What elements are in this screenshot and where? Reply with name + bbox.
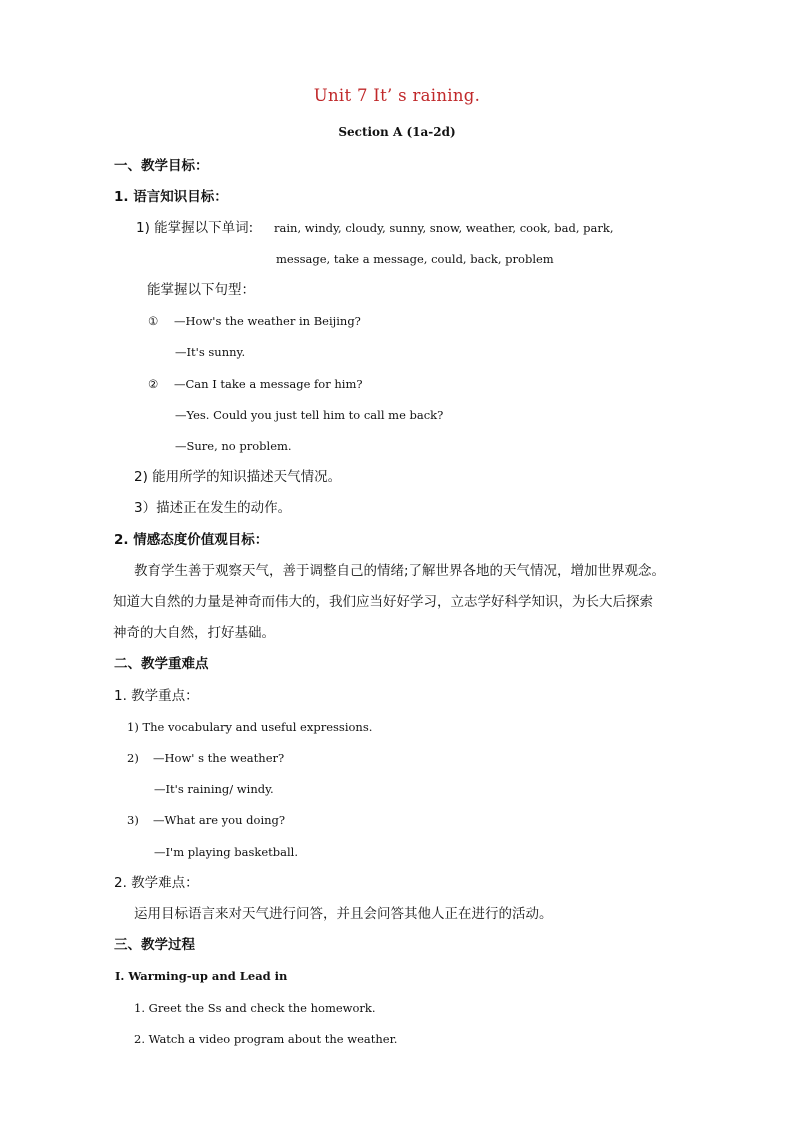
- key-point-2-number: 2): [127, 751, 139, 765]
- key-point-1: 1) The vocabulary and useful expressions.: [127, 720, 373, 734]
- objective-item-3: 3）描述正在发生的动作。: [134, 500, 292, 516]
- sentence-2-answer-1: —Yes. Could you just tell him to call me back?: [175, 408, 444, 422]
- heading-teaching-objectives: 一、教学目标：: [114, 158, 209, 174]
- key-point-2-question: [127, 750, 284, 766]
- document-title: Unit 7 It’ s raining.: [313, 86, 481, 105]
- heading-emotional-values: 2. 情感态度价值观目标：: [114, 532, 269, 548]
- heading-teaching-process: 三、教学过程: [114, 937, 195, 953]
- paragraph-line-3: 神奇的大自然，打好基础。: [113, 625, 275, 641]
- difficult-points-label: 2. 教学难点：: [114, 875, 199, 891]
- paragraph-line-2: 知道大自然的力量是神奇而伟大的，我们应当好好学习，立志学好科学知识，为长大后探索: [113, 594, 653, 610]
- sentence-1-question: [148, 313, 361, 329]
- key-point-2-answer: —It's raining/ windy.: [154, 782, 274, 796]
- sentence-label: 能掌握以下句型：: [147, 282, 255, 298]
- key-points-label: 1. 教学重点：: [114, 688, 199, 704]
- sentence-2-number: ②: [148, 377, 159, 391]
- vocab-label: 1) 能掌握以下单词:: [136, 220, 254, 236]
- sentence-1-question-text: —How's the weather in Beijing?: [174, 314, 361, 328]
- heading-language-knowledge: 1. 语言知识目标：: [114, 189, 228, 205]
- sentence-2-question: [148, 376, 363, 392]
- key-point-2-question-text: —How' s the weather?: [153, 751, 285, 765]
- objective-item-2: 2) 能用所学的知识描述天气情况。: [134, 469, 342, 485]
- stage-1-step-1: 1. Greet the Ss and check the homework.: [134, 1001, 376, 1015]
- stage-1-step-2: 2. Watch a video program about the weather.: [134, 1032, 398, 1046]
- vocab-line-1: rain, windy, cloudy, sunny, snow, weather, cook, bad, park,: [274, 221, 614, 235]
- heading-key-difficult-points: 二、教学重难点: [114, 656, 209, 672]
- key-point-3-number: 3): [127, 813, 139, 827]
- key-point-3-answer: —I'm playing basketball.: [154, 845, 299, 859]
- paragraph-line-1: 教育学生善于观察天气，善于调整自己的情绪;了解世界各地的天气情况，增加世界观念。: [134, 563, 666, 579]
- section-subtitle: Section A (1a-2d): [338, 125, 456, 139]
- key-point-3-question-text: —What are you doing?: [153, 813, 286, 827]
- sentence-1-answer: —It's sunny.: [175, 345, 246, 359]
- sentence-1-number: ①: [148, 314, 159, 328]
- difficult-points-text: 运用目标语言来对天气进行问答，并且会问答其他人正在进行的活动。: [134, 906, 553, 922]
- sentence-2-answer-2: —Sure, no problem.: [175, 439, 292, 453]
- vocab-line-2: message, take a message, could, back, problem: [276, 252, 554, 266]
- key-point-3-question: [127, 812, 285, 828]
- stage-1-title: Ⅰ. Warming-up and Lead in: [115, 969, 288, 983]
- sentence-2-question-text: —Can I take a message for him?: [174, 377, 363, 391]
